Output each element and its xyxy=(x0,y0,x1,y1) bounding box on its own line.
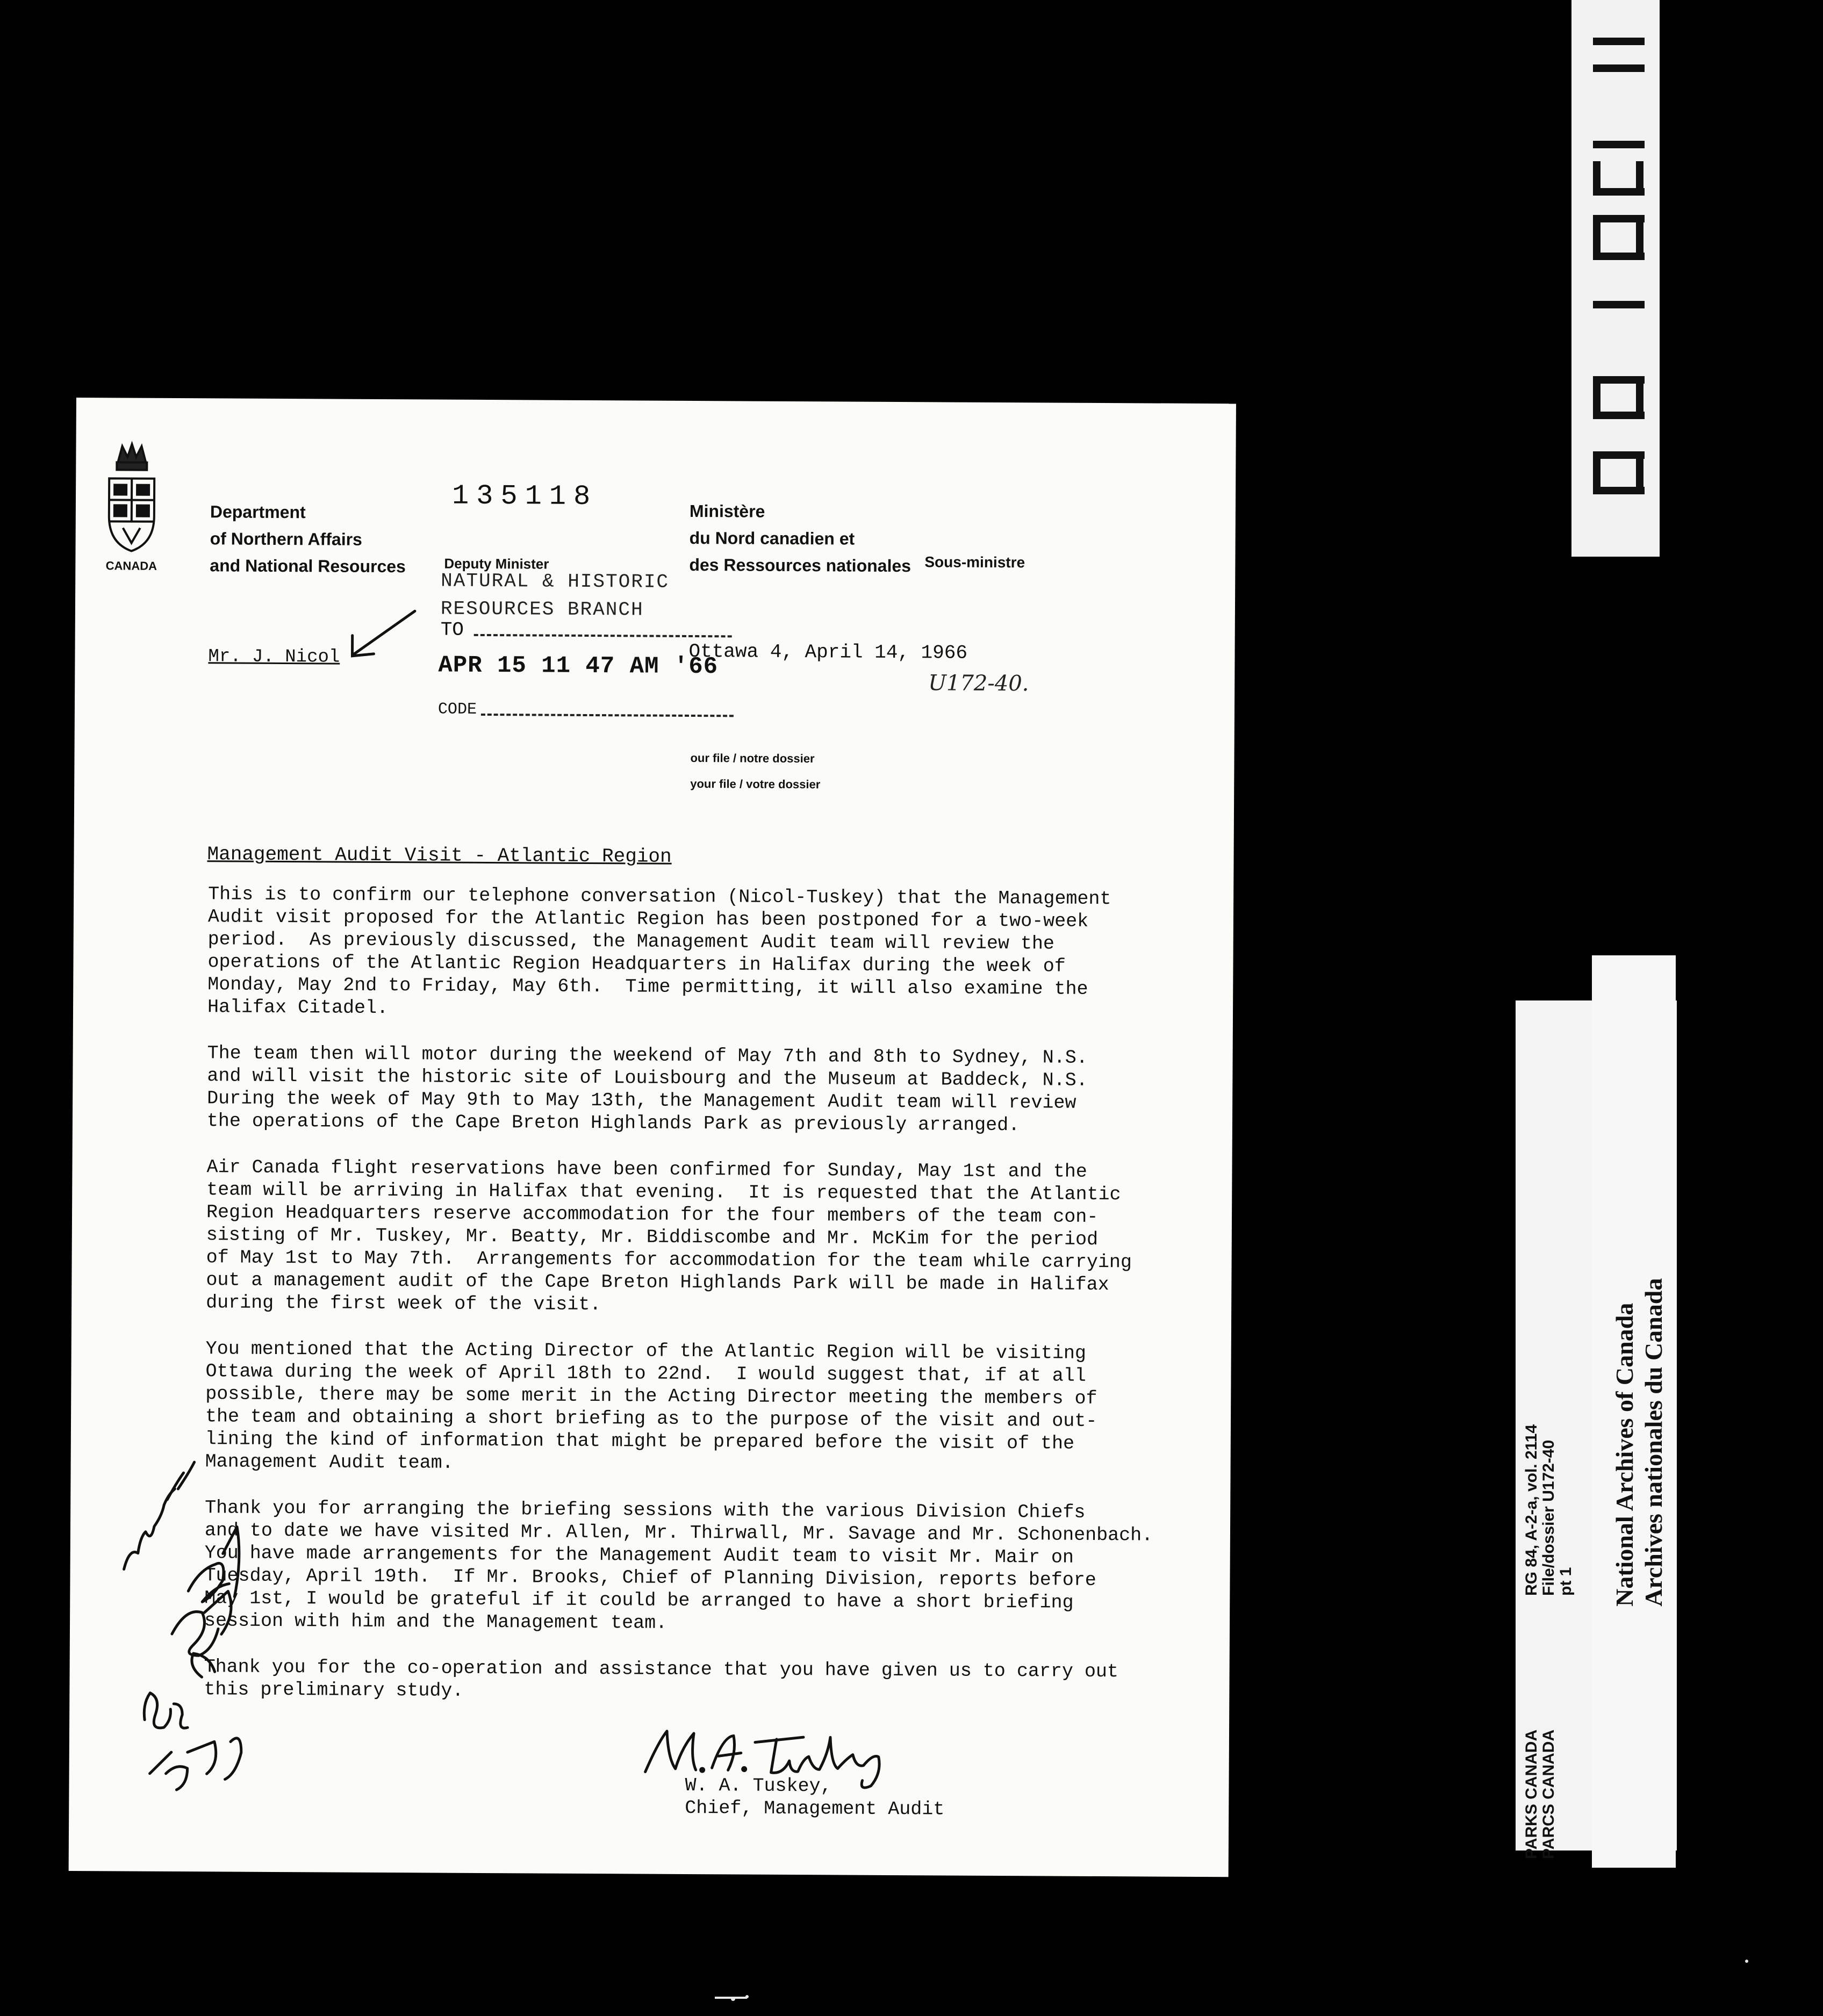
letter-body xyxy=(204,883,1213,1730)
stamp-number: 135118 xyxy=(451,480,598,513)
stamp-heading: NATURAL & HISTORIC RESOURCES BRANCH xyxy=(440,570,670,621)
stamp-code-line xyxy=(481,714,734,717)
recipient: Mr. J. Nicol xyxy=(208,646,340,668)
stamp-code-label: CODE xyxy=(437,700,477,719)
stamp-date: APR 15 11 47 AM '66 xyxy=(438,652,719,681)
handwritten-margin-notes xyxy=(106,1451,248,1827)
paragraph: Thank you for arranging the briefing sessions with the various Division Chiefs and to date we have visited Mr. Allen, Mr. Thirwall, Mr. Savage and Mr. Schonenbach. You have made arrangements for the Management Audit team to visit Mr. Mair on Tuesday, April 19th. If Mr. Brooks, Chief of Planning Division, reports before May 1st, I would be grateful if it could be arranged to have a short briefing session with him and the Management team. xyxy=(204,1497,1153,1634)
archive-reference: RG 84, A-2-a, vol. 2114 File/dossier U172-40 pt 1 xyxy=(1523,1424,1575,1596)
emblem-caption: CANADA xyxy=(105,559,157,573)
national-archives-label: National Archives of Canada Archives nationales du Canada xyxy=(1611,1278,1667,1607)
our-file-label: our file / notre dossier xyxy=(690,751,815,766)
paragraph: The team then will motor during the weekend of May 7th and 8th to Sydney, N.S. and will visit the historic site of Louisbourg and the Museum at Baddeck, N.S. During the week of May 9th to May 13th, the Management Audit team will review the operations of the Cape Breton Highlands Park as previously arranged. xyxy=(206,1042,1088,1136)
letter-sheet xyxy=(69,398,1236,1877)
signature-block xyxy=(685,1774,945,1821)
letter-subject: Management Audit Visit - Atlantic Region xyxy=(207,843,672,868)
department-name-fr: Ministère du Nord canadien et des Ressources nationales xyxy=(689,501,912,576)
parks-canada-label: PARKS CANADA PARCS CANADA xyxy=(1523,1729,1558,1859)
handwritten-arrow-icon xyxy=(344,608,420,662)
deputy-minister-label: Deputy Minister xyxy=(444,555,549,572)
frame-number-glyphs xyxy=(1571,0,1660,557)
handwritten-file-number: U172-40. xyxy=(928,671,1029,696)
stamp-to-label: TO xyxy=(440,618,464,641)
paragraph: You mentioned that the Acting Director of the Atlantic Region will be visiting Ottawa during the week of April 18th to 22nd. I would suggest that, if at all possible, there may be some merit in the Acting Director meeting the members of the team and obtaining a short briefing as to the purpose of the visit and out- lining the kind of information that might be prepared before the visit of the Management Audit team. xyxy=(205,1338,1097,1474)
dateline: Ottawa 4, April 14, 1966 xyxy=(688,640,968,664)
paragraph: This is to confirm our telephone conversation (Nicol-Tuskey) that the Management Audit visit proposed for the Atlantic Region has been postponed for a two-week period. As previously discussed, the Management Audit team will review the operations of the Atlantic Region Headquarters in Halifax during the week of Monday, May 2nd to Friday, May 6th. Time permitting, it will also examine the Halifax Citadel. xyxy=(207,883,1111,1019)
paragraph: Air Canada flight reservations have been confirmed for Sunday, May 1st and the team will be arriving in Halifax that evening. It is requested that the Atlantic Region Headquarters reserve accommodation for the four members of the team con- sisting of Mr. Tuskey, Mr. Beatty, Mr. Biddiscombe and Mr. McKim for the period of May 1st to May 7th. Arrangements for accommodation for the team while carrying out a management audit of the Cape Breton Highlands Park will be made in Halifax during the first week of the visit. xyxy=(206,1156,1132,1316)
signer-title: Chief, Management Audit xyxy=(685,1797,945,1820)
canada-coat-of-arms-icon xyxy=(101,441,162,554)
paragraph: Thank you for the co-operation and assistance that you have given us to carry out this preliminary study. xyxy=(204,1656,1118,1702)
stamp-to-line xyxy=(474,634,732,638)
sous-ministre-label: Sous-ministre xyxy=(924,553,1025,571)
your-file-label: your file / votre dossier xyxy=(690,776,821,791)
department-name-en: Department of Northern Affairs and National Resources xyxy=(210,502,406,577)
signer-name: W. A. Tuskey, xyxy=(685,1774,832,1797)
microfilm-frame-strip xyxy=(1571,0,1660,557)
